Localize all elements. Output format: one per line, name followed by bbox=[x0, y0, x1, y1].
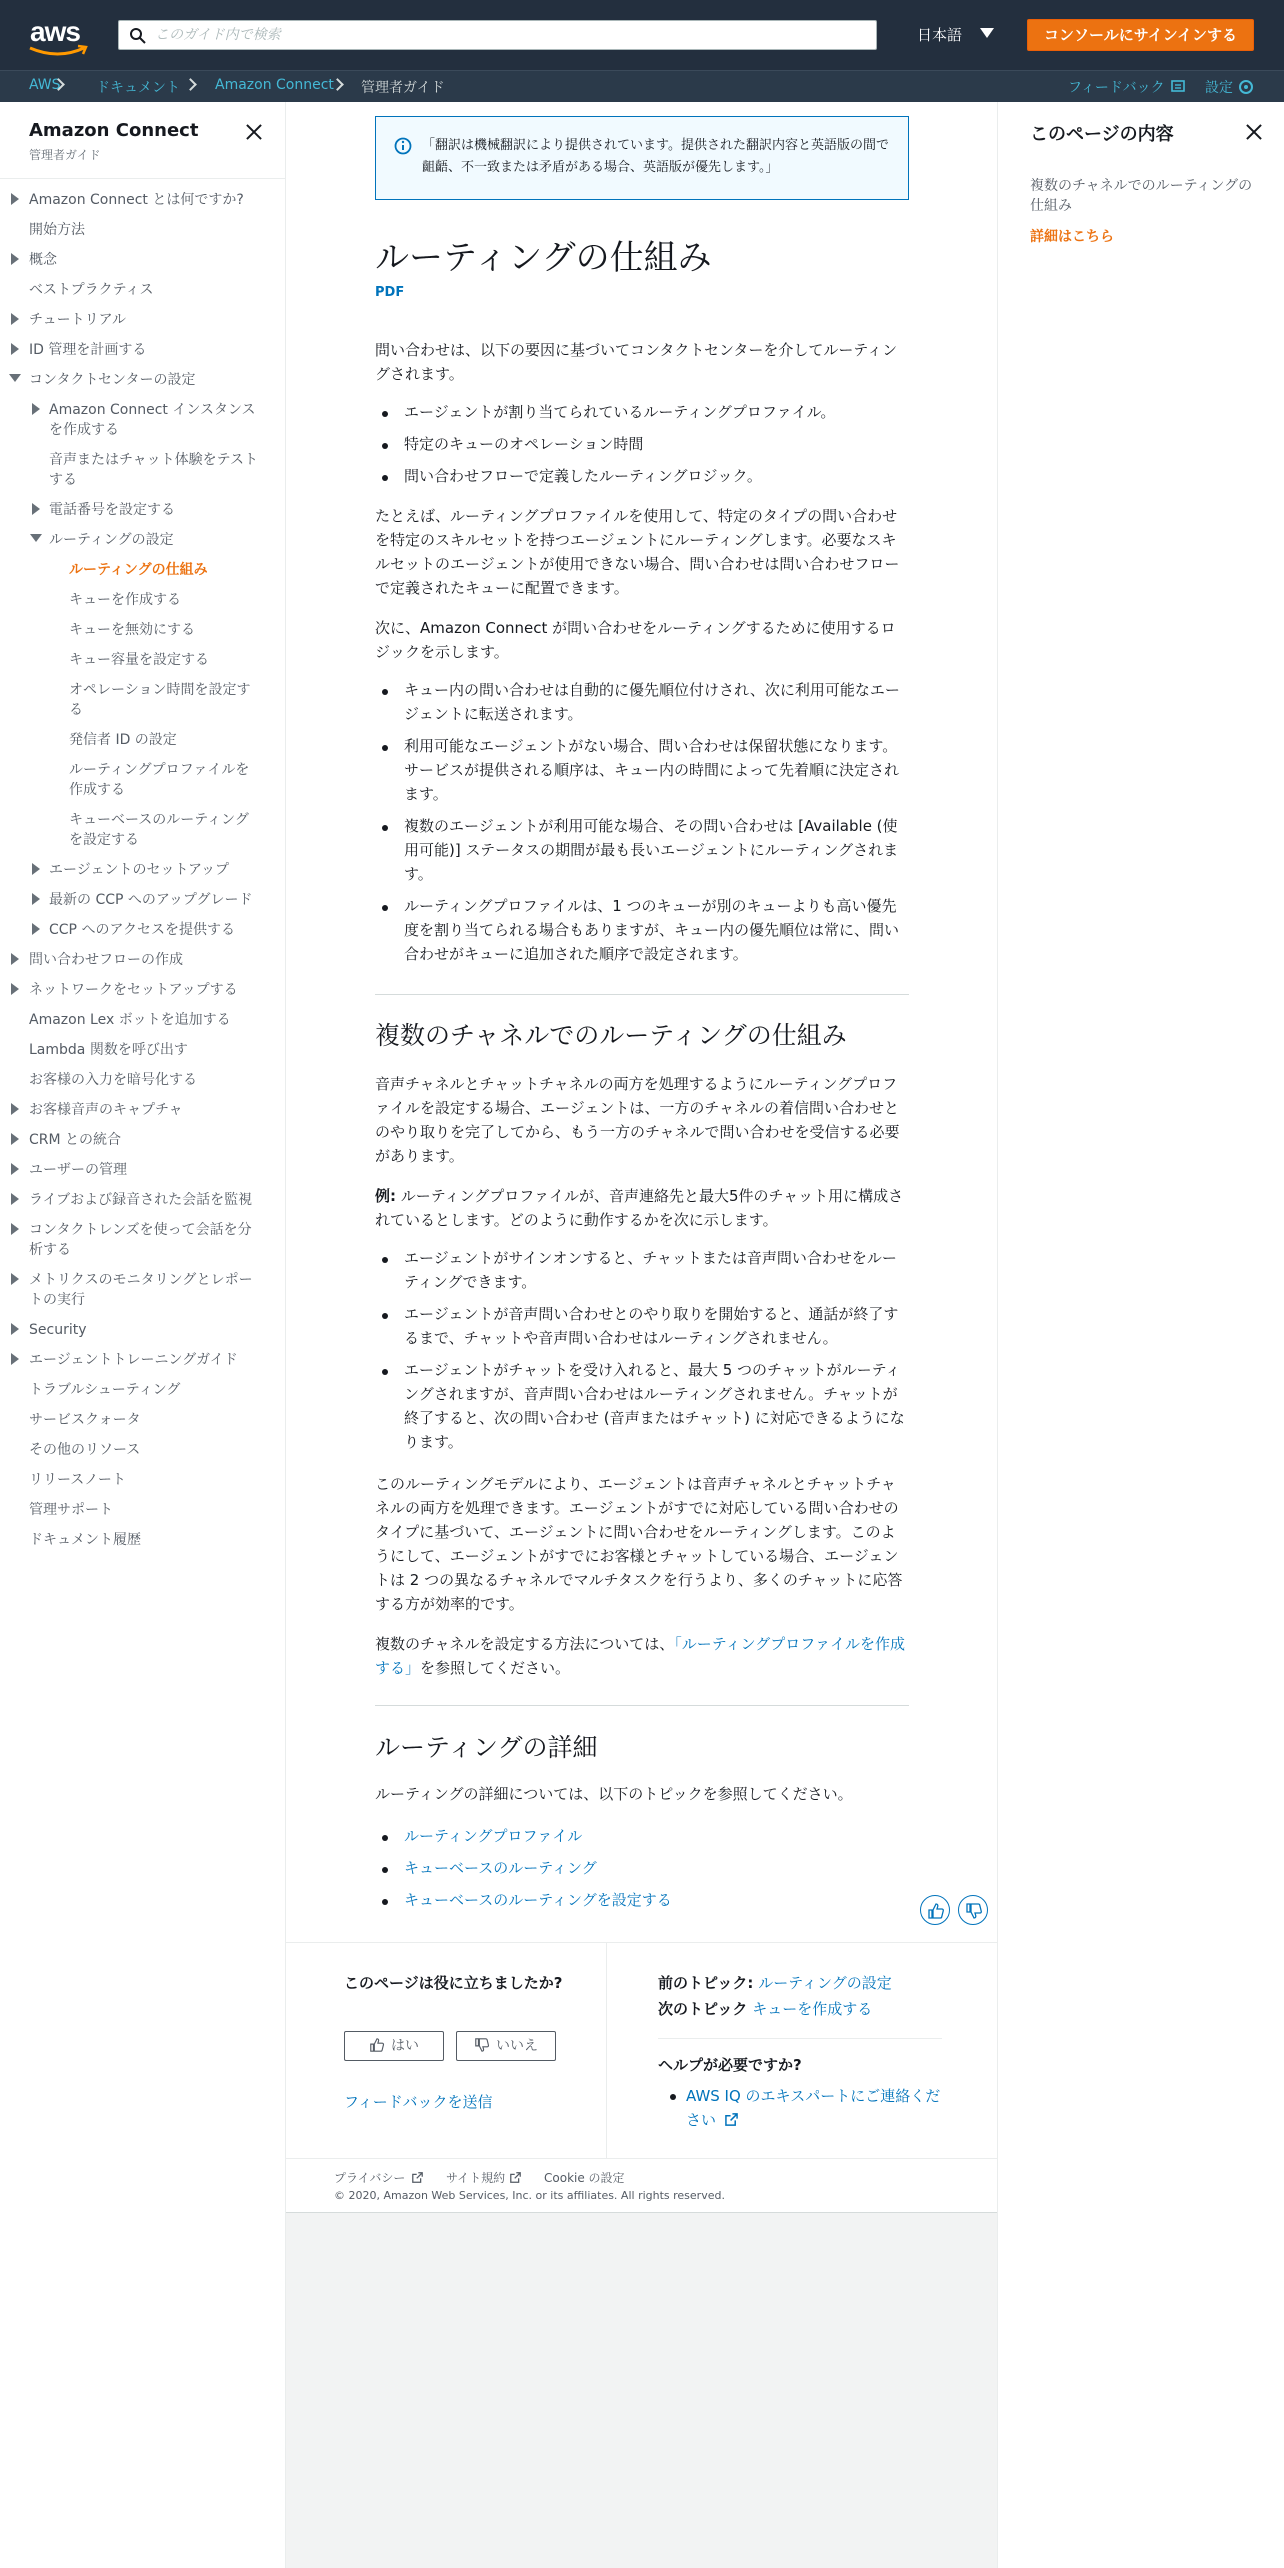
privacy-link[interactable]: プライバシー bbox=[334, 2171, 406, 2185]
paragraph-multichannel-link bbox=[375, 1632, 909, 1680]
caret-right-icon[interactable] bbox=[11, 343, 19, 355]
divider bbox=[606, 1943, 607, 2158]
section-heading-details: ルーティングの詳細 bbox=[375, 1733, 598, 1762]
breadcrumb bbox=[0, 70, 1284, 102]
site-terms-link[interactable]: サイト規約 bbox=[446, 2171, 506, 2185]
prev-label: 前のトピック: bbox=[658, 1974, 754, 1992]
breadcrumb-docs[interactable]: ドキュメント bbox=[96, 80, 180, 96]
caret-right-icon[interactable] bbox=[11, 953, 19, 965]
bullet bbox=[382, 1835, 388, 1841]
sidebar-item-service-quotas[interactable]: サービスクォータ bbox=[29, 1412, 141, 1428]
external-link-icon bbox=[510, 2172, 521, 2183]
sidebar-item-id-management[interactable]: ID 管理を計画する bbox=[29, 342, 147, 358]
sidebar-item-agent-training[interactable]: エージェントトレーニングガイド bbox=[29, 1352, 238, 1368]
no-label: いいえ bbox=[496, 2038, 538, 2054]
close-toc-icon[interactable] bbox=[1246, 124, 1262, 140]
notice-text: 「翻訳は機械翻訳により提供されています。提供された翻訳内容と英語版の間で齟齬、不一致または矛盾がある場合、英語版が優先します。」 bbox=[422, 138, 889, 175]
divider bbox=[375, 1705, 909, 1706]
sidebar-item-lex-bot[interactable]: Amazon Lex ボットを追加する bbox=[29, 1012, 231, 1028]
sidebar-item-metrics[interactable]: メトリクスのモニタリングとレポートの実行 bbox=[29, 1272, 253, 1308]
external-link-icon bbox=[725, 2113, 738, 2126]
toc-item-learn-more[interactable]: 詳細はこちら bbox=[1030, 229, 1114, 245]
caret-right-icon[interactable] bbox=[11, 1133, 19, 1145]
aws-logo[interactable]: aws bbox=[28, 16, 90, 56]
yes-button[interactable] bbox=[344, 2031, 444, 2061]
paragraph: このルーティングモデルにより、エージェントは音声チャネルとチャットチャネルの両方を処理できます。エージェントがすでに対応している問い合わせのタイプに基づいて、エージェントに問い合わせをルーティングします。このようにして、エージェントがすでにお客様とチャットしている場合、エージェントは 2 つの異なるチャネルでマルチタスクを行うより、多くのチャットに応答する方が効率的です。 bbox=[375, 1475, 903, 1613]
search-box[interactable] bbox=[118, 20, 877, 50]
bullet bbox=[382, 443, 388, 449]
caret-right-icon[interactable] bbox=[11, 1353, 19, 1365]
sidebar-item-contact-flows[interactable]: 問い合わせフローの作成 bbox=[29, 952, 183, 968]
sidebar-item-network-setup[interactable]: ネットワークをセットアップする bbox=[29, 982, 238, 998]
paragraph: たとえば、ルーティングプロファイルを使用して、特定のタイプの問い合わせを特定のスキルセットを持つエージェントにルーティングします。必要なスキルセットのエージェントが使用できない場合、問い合わせは問い合わせフローで定義されたキューに配置できます。 bbox=[375, 507, 900, 597]
sidebar-item-queue-based-routing[interactable]: キューベースのルーティングを設定する bbox=[69, 812, 249, 848]
caret-right-icon[interactable] bbox=[32, 923, 40, 935]
sidebar-item-lambda[interactable]: Lambda 関数を呼び出す bbox=[29, 1042, 188, 1058]
sidebar-item-contact-lens[interactable]: コンタクトレンズを使って会話を分析する bbox=[29, 1222, 252, 1258]
sidebar-item-routing-setup[interactable]: ルーティングの設定 bbox=[49, 532, 174, 548]
sidebar-item-create-routing-profile[interactable]: ルーティングプロファイルを作成する bbox=[69, 762, 250, 798]
sidebar-item-ccp-access[interactable]: CCP へのアクセスを提供する bbox=[49, 922, 236, 938]
sidebar-item-agent-setup[interactable]: エージェントのセットアップ bbox=[49, 862, 230, 878]
set-up-queue-routing-link[interactable]: キューベースのルーティングを設定する bbox=[404, 1891, 672, 1909]
thumbs-up-button[interactable] bbox=[920, 1895, 950, 1925]
sidebar-item-upgrade-ccp[interactable]: 最新の CCP へのアップグレード bbox=[49, 892, 253, 908]
sidebar-item-create-instance[interactable]: Amazon Connect インスタンスを作成する bbox=[49, 402, 256, 438]
text: 複数のチャネルを設定する方法については、 bbox=[375, 1635, 675, 1653]
bullet bbox=[382, 905, 388, 911]
no-button[interactable] bbox=[456, 2031, 556, 2061]
console-signin-button[interactable]: コンソールにサインインする bbox=[1027, 19, 1254, 51]
copyright: © 2020, Amazon Web Services, Inc. or its affiliates. All rights reserved. bbox=[334, 2189, 725, 2202]
queue-based-routing-link[interactable]: キューベースのルーティング bbox=[404, 1859, 597, 1877]
thumbs-down-button[interactable] bbox=[958, 1895, 988, 1925]
thumbs-up-icon bbox=[369, 2037, 385, 2053]
caret-right-icon[interactable] bbox=[11, 1323, 19, 1335]
caret-right-icon[interactable] bbox=[11, 1273, 19, 1285]
on-this-page-panel bbox=[997, 102, 1284, 2568]
legal-footer bbox=[286, 2158, 997, 2213]
breadcrumb-aws[interactable]: AWS bbox=[29, 77, 61, 93]
caret-right-icon[interactable] bbox=[11, 983, 19, 995]
next-topic-link[interactable]: キューを作成する bbox=[752, 2000, 873, 2018]
caret-right-icon[interactable] bbox=[32, 403, 40, 415]
aws-iq-link-text: AWS IQ のエキスパートにご連絡ください bbox=[686, 2087, 941, 2129]
sidebar-item-release-notes[interactable]: リリースノート bbox=[29, 1472, 126, 1488]
paragraph: 次に、Amazon Connect が問い合わせをルーティングするために使用するロジックを示します。 bbox=[375, 619, 896, 661]
caret-right-icon[interactable] bbox=[11, 1163, 19, 1175]
next-label: 次のトピック bbox=[658, 2000, 748, 2018]
top-navigation-bar bbox=[0, 0, 1284, 70]
caret-down-icon[interactable] bbox=[9, 374, 21, 382]
list-item: エージェントがチャットを受け入れると、最大 5 つのチャットがルーティングされますが、音声問い合わせはルーティングされません。チャットが終了すると、次の問い合わせ (音声またはチャット) に対応できるようになります。 bbox=[404, 1361, 905, 1451]
sidebar-item-what-is[interactable]: Amazon Connect とは何ですか? bbox=[29, 192, 244, 208]
sidebar-item-troubleshooting[interactable]: トラブルシューティング bbox=[29, 1382, 181, 1398]
caret-right-icon[interactable] bbox=[32, 863, 40, 875]
list-item: 特定のキューのオペレーション時間 bbox=[404, 435, 644, 453]
sidebar-item-user-management[interactable]: ユーザーの管理 bbox=[29, 1162, 127, 1178]
sidebar-item-how-routing-works[interactable]: ルーティングの仕組み bbox=[69, 562, 208, 578]
toc-item-multichannel[interactable]: 複数のチャネルでのルーティングの仕組み bbox=[1030, 178, 1253, 214]
page-footer bbox=[286, 1942, 997, 2212]
toc-title: このページの内容 bbox=[1030, 124, 1174, 145]
caret-right-icon[interactable] bbox=[11, 1103, 19, 1115]
next-topic bbox=[658, 1997, 872, 2021]
list-item: キュー内の問い合わせは自動的に優先順位付けされ、次に利用可能なエージェントに転送されます。 bbox=[404, 681, 900, 723]
language-selector[interactable]: 日本語 bbox=[917, 26, 963, 44]
breadcrumb-admin-guide: 管理者ガイド bbox=[361, 80, 445, 96]
page-title: ルーティングの仕組み bbox=[375, 238, 712, 278]
bullet bbox=[382, 1899, 388, 1905]
list-item: 複数のエージェントが利用可能な場合、その問い合わせは [Available (使用可能)] ステータスの期間が最も長いエージェントにルーティングされます。 bbox=[404, 817, 899, 883]
caret-right-icon[interactable] bbox=[11, 193, 19, 205]
sidebar-title[interactable]: Amazon Connect bbox=[29, 120, 199, 141]
thumbs-down-icon bbox=[965, 1902, 983, 1920]
left-navigation bbox=[0, 102, 286, 2568]
caret-right-icon[interactable] bbox=[32, 893, 40, 905]
sidebar-item-hours-of-operation[interactable]: オペレーション時間を設定する bbox=[69, 682, 251, 718]
main-content bbox=[286, 102, 997, 2212]
search-icon bbox=[129, 27, 147, 45]
sidebar-item-encrypt-input[interactable]: お客様の入力を暗号化する bbox=[29, 1072, 197, 1088]
info-icon bbox=[394, 137, 412, 155]
bullet bbox=[382, 1257, 388, 1263]
yes-label: はい bbox=[391, 2038, 419, 2054]
divider bbox=[658, 2038, 942, 2039]
divider bbox=[375, 994, 909, 995]
section-heading-multichannel: 複数のチャネルでのルーティングの仕組み bbox=[375, 1021, 847, 1050]
sidebar-item-tutorials[interactable]: チュートリアル bbox=[29, 312, 127, 328]
bullet bbox=[382, 1313, 388, 1319]
bullet bbox=[382, 1369, 388, 1375]
example-paragraph bbox=[375, 1184, 909, 1232]
list-item: ルーティングプロファイルは、1 つのキューが別のキューよりも高い優先度を割り当てられる場合もありますが、キュー内の優先順位は常に、問い合わせがキューに追加された順序で設定されます。 bbox=[404, 897, 900, 963]
sidebar-item-concepts[interactable]: 概念 bbox=[29, 252, 57, 268]
paragraph: ルーティングの詳細については、以下のトピックを参照してください。 bbox=[375, 1785, 853, 1803]
example-label: 例: bbox=[375, 1187, 396, 1205]
sidebar-item-phone-numbers[interactable]: 電話番号を設定する bbox=[49, 502, 175, 518]
bullet bbox=[382, 689, 388, 695]
bullet bbox=[382, 475, 388, 481]
sidebar-item-voice-capture[interactable]: お客様音声のキャプチャ bbox=[29, 1102, 183, 1118]
example-text: ルーティングプロファイルが、音声連絡先と最大5件のチャット用に構成されているとします。どのように動作するかを次に示します。 bbox=[375, 1187, 904, 1229]
prev-topic-link[interactable]: ルーティングの設定 bbox=[758, 1974, 892, 1992]
sidebar-item-crm[interactable]: CRM との統合 bbox=[29, 1132, 122, 1148]
aws-smile-icon bbox=[28, 44, 90, 58]
sidebar-subtitle: 管理者ガイド bbox=[29, 148, 101, 162]
list-item: 問い合わせフローで定義したルーティングロジック。 bbox=[404, 467, 762, 485]
send-feedback-link[interactable]: フィードバックを送信 bbox=[344, 2093, 493, 2111]
caret-right-icon[interactable] bbox=[11, 1193, 19, 1205]
list-item: エージェントが音声問い合わせとのやり取りを開始すると、通話が終了するまで、チャットや音声問い合わせはルーティングされません。 bbox=[404, 1305, 899, 1347]
aws-iq-link[interactable] bbox=[686, 2084, 946, 2132]
feedback-link[interactable]: フィードバック bbox=[1068, 80, 1165, 96]
sidebar-item-queue-capacity[interactable]: キュー容量を設定する bbox=[69, 652, 209, 668]
sidebar-item-create-queue[interactable]: キューを作成する bbox=[69, 592, 181, 608]
paragraph: 音声チャネルとチャットチャネルの両方を処理するようにルーティングプロファイルを設定する場合、エージェントは、一方のチャネルの着信問い合わせとのやり取りを完了してから、もう一方のチャネルで問い合わせを受信する必要があります。 bbox=[375, 1075, 900, 1165]
caret-right-icon[interactable] bbox=[11, 313, 19, 325]
gear-icon[interactable] bbox=[1238, 79, 1254, 95]
bullet bbox=[382, 411, 388, 417]
list-item: 利用可能なエージェントがない場合、問い合わせは保留状態になります。サービスが提供される順序は、キュー内の時間によって先着順に決定されます。 bbox=[404, 737, 900, 803]
sidebar-item-other-resources[interactable]: その他のリソース bbox=[29, 1442, 141, 1458]
bullet bbox=[382, 825, 388, 831]
caret-down-icon[interactable] bbox=[980, 28, 994, 38]
chevron-right-icon bbox=[184, 78, 197, 91]
intro-paragraph: 問い合わせは、以下の要因に基づいてコンタクトセンターを介してルーティングされます。 bbox=[375, 341, 898, 383]
sidebar-item-contact-center-setup[interactable]: コンタクトセンターの設定 bbox=[29, 372, 196, 388]
settings-link[interactable]: 設定 bbox=[1205, 80, 1233, 96]
sidebar-item-best-practices[interactable]: ベストプラクティス bbox=[29, 282, 154, 298]
previous-topic bbox=[658, 1971, 892, 1995]
sidebar-item-test-voice-chat[interactable]: 音声またはチャット体験をテストする bbox=[49, 452, 259, 488]
caret-right-icon[interactable] bbox=[11, 253, 19, 265]
feedback-icon[interactable] bbox=[1171, 80, 1185, 94]
sidebar-item-doc-history[interactable]: ドキュメント履歴 bbox=[29, 1532, 141, 1548]
thumbs-down-icon bbox=[474, 2037, 490, 2053]
bullet bbox=[382, 745, 388, 751]
external-link-icon bbox=[412, 2172, 423, 2183]
thumbs-up-icon bbox=[927, 1902, 945, 1920]
sidebar-item-getting-started[interactable]: 開始方法 bbox=[29, 222, 85, 238]
list-item: エージェントが割り当てられているルーティングプロファイル。 bbox=[404, 403, 836, 421]
pdf-link[interactable]: PDF bbox=[375, 285, 405, 300]
sidebar-item-monitor-conversations[interactable]: ライブおよび録音された会話を監視 bbox=[29, 1192, 253, 1208]
helpful-question: このページは役に立ちましたか? bbox=[344, 1974, 563, 1992]
routing-profile-link[interactable]: ルーティングプロファイル bbox=[404, 1827, 583, 1845]
breadcrumb-amazon-connect[interactable]: Amazon Connect bbox=[215, 77, 334, 93]
bullet bbox=[382, 1867, 388, 1873]
help-title: ヘルプが必要ですか? bbox=[658, 2056, 802, 2074]
page-background bbox=[286, 2212, 997, 2568]
bullet bbox=[670, 2094, 676, 2100]
sidebar-item-admin-support[interactable]: 管理サポート bbox=[29, 1502, 113, 1518]
create-routing-profile-link[interactable]: 「ルーティングプロファイルを作成する」 bbox=[375, 1635, 905, 1677]
text: を参照してください。 bbox=[420, 1659, 571, 1677]
sidebar-item-disable-queue[interactable]: キューを無効にする bbox=[69, 622, 195, 638]
cookie-settings-link[interactable]: Cookie の設定 bbox=[544, 2171, 625, 2185]
sidebar-item-caller-id[interactable]: 発信者 ID の設定 bbox=[69, 732, 177, 748]
caret-down-icon[interactable] bbox=[30, 534, 42, 542]
sidebar-item-security[interactable]: Security bbox=[29, 1322, 87, 1338]
caret-right-icon[interactable] bbox=[32, 503, 40, 515]
search-input[interactable] bbox=[155, 24, 855, 46]
divider bbox=[0, 178, 285, 179]
caret-right-icon[interactable] bbox=[11, 1223, 19, 1235]
close-sidebar-icon[interactable] bbox=[246, 124, 262, 140]
translation-notice bbox=[375, 116, 909, 200]
list-item: エージェントがサインオンすると、チャットまたは音声問い合わせをルーティングできます。 bbox=[404, 1249, 897, 1291]
